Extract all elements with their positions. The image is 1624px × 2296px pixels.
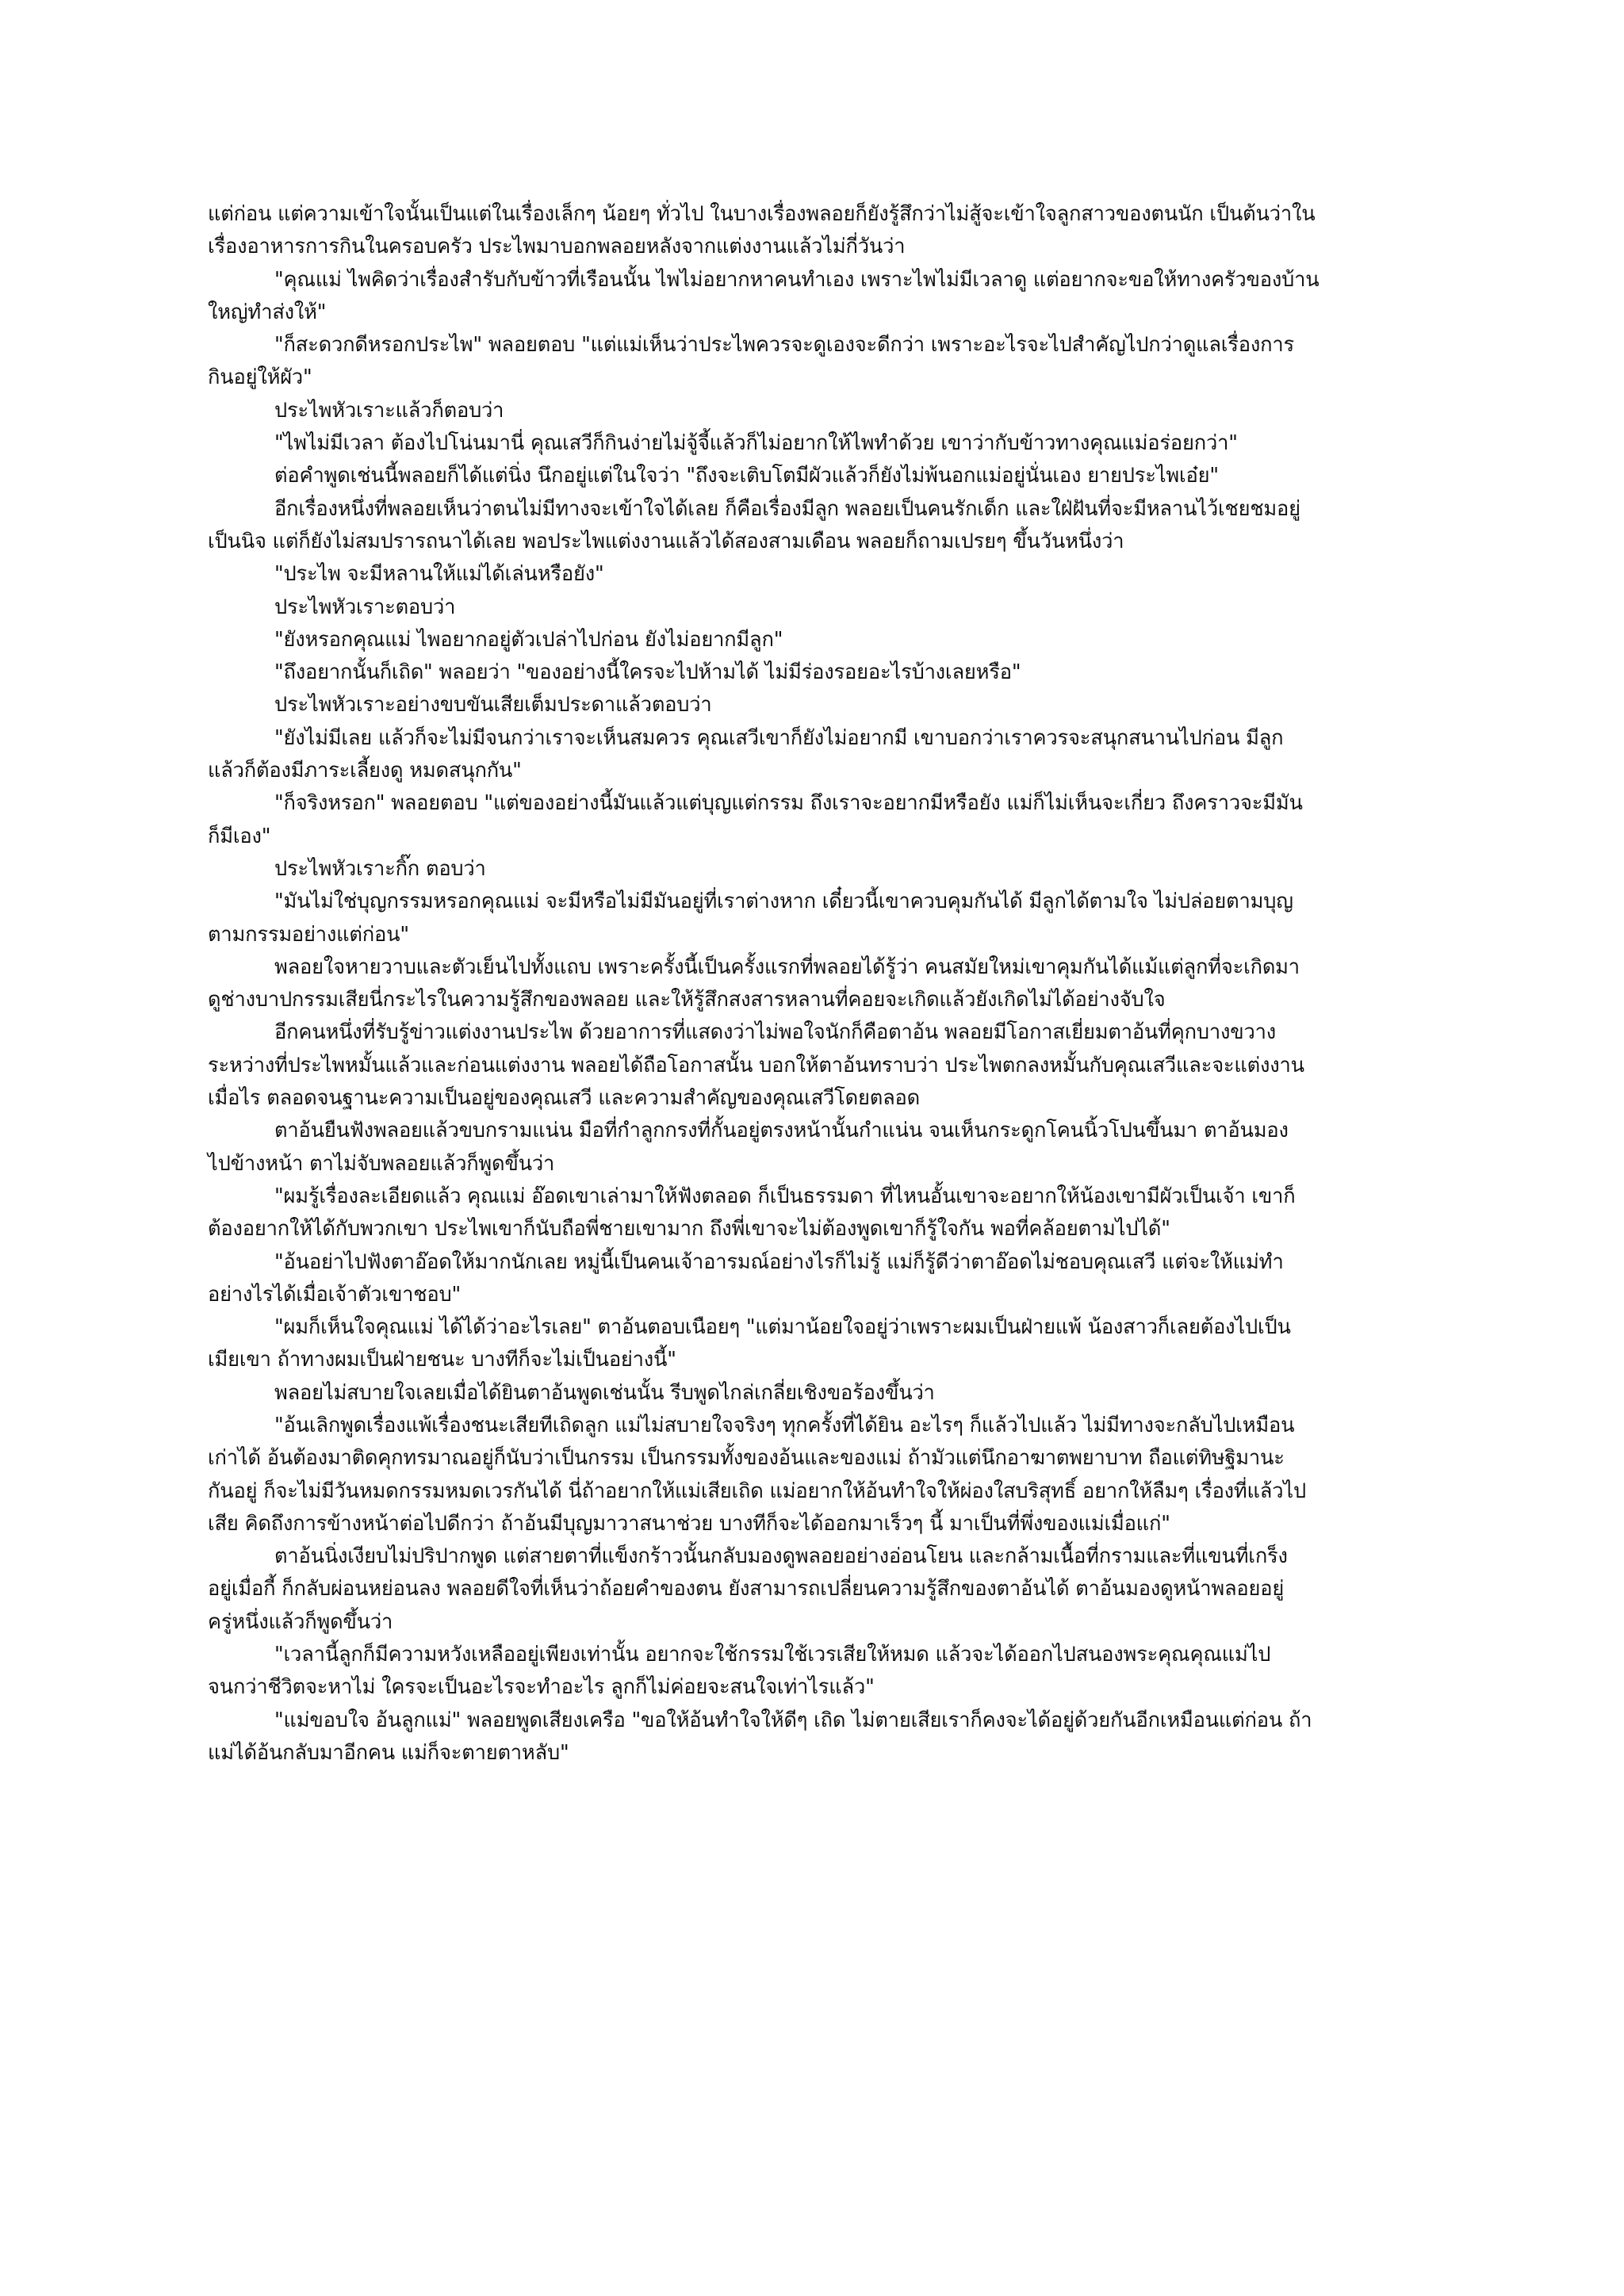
text-line: พลอยใจหายวาบและตัวเย็นไปทั้งแถบ เพราะครั้งนี้เป็นครั้งแรกที่พลอยได้รู้ว่า คนสมัยใหม่เขาคุมกันได้แม้แต่ลูกที่จะเกิดมา (274, 955, 1300, 979)
body-text (208, 198, 1429, 1770)
text-line: ประไพหัวเราะอย่างขบขันเสียเต็มประดาแล้วตอบว่า (274, 693, 712, 718)
text-line: ดูช่างบาปกรรมเสียนี่กระไรในความรู้สึกของพลอย และให้รู้สึกสงสารหลานที่คอยจะเกิดแล้วยังเกิดไม่ได้อย่างจับใจ (208, 988, 1166, 1012)
text-line: แต่ก่อน แต่ความเข้าใจนั้นเป็นแต่ในเรื่องเล็กๆ น้อยๆ ทั่วไป ในบางเรื่องพลอยก็ยังรู้สึกว่าไม่สู้จะเข้าใจลูกสาวของตนนัก เป็นต้นว่าใน (208, 202, 1316, 226)
text-line: ต่อคำพูดเช่นนี้พลอยก็ได้แต่นิ่ง นึกอยู่แต่ในใจว่า "ถึงจะเติบโตมีผัวแล้วก็ยังไม่พ้นอกแม่อยู่นั่นเอง ยายประไพเอ๋ย" (274, 464, 1219, 488)
text-line: เสีย คิดถึงการข้างหน้าต่อไปดีกว่า ถ้าอ้นมีบุญมาวาสนาช่วย บางทีก็จะได้ออกมาเร็วๆ นี้ มาเป็นที่พึ่งของแม่เมื่อแก่" (208, 1511, 1170, 1536)
text-line: "ถึงอยากนั้นก็เถิด" พลอยว่า "ของอย่างนี้ใครจะไปห้ามได้ ไม่มีร่องรอยอะไรบ้างเลยหรือ" (274, 660, 1021, 685)
text-line: "เวลานี้ลูกก็มีความหวังเหลืออยู่เพียงเท่านั้น อยากจะใช้กรรมใช้เวรเสียให้หมด แล้วจะได้ออกไปสนองพระคุณคุณแม่ไป (274, 1643, 1271, 1667)
text-line: ครู่หนึ่งแล้วก็พูดขึ้นว่า (208, 1609, 393, 1634)
text-line: "ประไพ จะมีหลานให้แม่ได้เล่นหรือยัง" (274, 562, 604, 587)
text-line: เมื่อไร ตลอดจนฐานะความเป็นอยู่ของคุณเสวี และความสำคัญของคุณเสวีโดยตลอด (208, 1086, 921, 1111)
text-line: จนกว่าชีวิตจะหาไม่ ใครจะเป็นอะไรจะทำอะไร ลูกก็ไม่ค่อยจะสนใจเท่าไรแล้ว" (208, 1675, 875, 1700)
text-line: ไปข้างหน้า ตาไม่จับพลอยแล้วก็พูดขึ้นว่า (208, 1151, 555, 1176)
text-line: "ก็สะดวกดีหรอกประไพ" พลอยตอบ "แต่แม่เห็นว่าประไพควรจะดูเองจะดีกว่า เพราะอะไรจะไปสำคัญไปกว่าดูแลเรื่องการ (274, 333, 1295, 358)
text-line: ก็มีเอง" (208, 824, 271, 848)
text-line: "คุณแม่ ไพคิดว่าเรื่องสำรับกับข้าวที่เรือนนั้น ไพไม่อยากหาคนทำเอง เพราะไพไม่มีเวลาดู แต่อยากจะขอให้ทางครัวของบ้าน (274, 267, 1320, 292)
text-line: ประไพหัวเราะตอบว่า (274, 595, 456, 619)
text-line: อยู่เมื่อกี้ ก็กลับผ่อนหย่อนลง พลอยดีใจที่เห็นว่าถ้อยคำของตน ยังสามารถเปลี่ยนความรู้สึกของตาอ้นได้ ตาอ้นมองดูหน้าพลอยอยู่ (208, 1577, 1285, 1601)
text-line: ใหญ่ทำส่งให้" (208, 300, 327, 324)
text-line: "ผมรู้เรื่องละเอียดแล้ว คุณแม่ อ๊อดเขาเล่ามาให้ฟังตลอด ก็เป็นธรรมดา ที่ไหนอั้นเขาจะอยากให้น้องเขามีผัวเป็นเจ้า เขาก็ (274, 1184, 1296, 1208)
text-line: "มันไม่ใช่บุญกรรมหรอกคุณแม่ จะมีหรือไม่มีมันอยู่ที่เราต่างหาก เดี๋ยวนี้เขาควบคุมกันได้ มีลูกได้ตามใจ ไม่ปล่อยตามบุญ (274, 890, 1293, 914)
text-line: อีกเรื่องหนึ่งที่พลอยเห็นว่าตนไม่มีทางจะเข้าใจได้เลย ก็คือเรื่องมีลูก พลอยเป็นคนรักเด็ก และใฝ่ฝันที่จะมีหลานไว้เชยชมอยู่ (274, 496, 1300, 521)
text-line: "แม่ขอบใจ อ้นลูกแม่" พลอยพูดเสียงเครือ "ขอให้อ้นทำใจให้ดีๆ เถิด ไม่ตายเสียเราก็คงจะได้อยู่ด้วยกันอีกเหมือนแต่ก่อน ถ้า (274, 1708, 1312, 1732)
text-line: ระหว่างที่ประไพหมั้นแล้วและก่อนแต่งงาน พลอยได้ถือโอกาสนั้น บอกให้ตาอ้นทราบว่า ประไพตกลงหมั้นกับคุณเสวีและจะแต่งงาน (208, 1053, 1304, 1077)
text-line: "ผมก็เห็นใจคุณแม่ ได้ได้ว่าอะไรเลย" ตาอ้นตอบเนือยๆ "แต่มาน้อยใจอยู่ว่าเพราะผมเป็นฝ่ายแพ้ น้องสาวก็เลยต้องไปเป็น (274, 1315, 1291, 1340)
text-line: ตาอ้นนิ่งเงียบไม่ปริปากพูด แต่สายตาที่แข็งกร้าวนั้นกลับมองดูพลอยอย่างอ่อนโยน และกล้ามเนื้อที่กรามและที่แขนที่เกร็ง (274, 1544, 1288, 1569)
text-line: "ยังหรอกคุณแม่ ไพอยากอยู่ตัวเปล่าไปก่อน ยังไม่อยากมีลูก" (274, 627, 783, 652)
text-line: แล้วก็ต้องมีภาระเลี้ยงดู หมดสนุกกัน" (208, 759, 522, 783)
text-line: ตาอ้นยืนฟังพลอยแล้วขบกรามแน่น มือที่กำลูกกรงที่กั้นอยู่ตรงหน้านั้นกำแน่น จนเห็นกระดูกโคนนิ้วโปนขึ้นมา ตาอ้นมอง (274, 1119, 1289, 1143)
text-line: ประไพหัวเราะกิ๊ก ตอบว่า (274, 856, 486, 881)
text-line: ต้องอยากให้ได้กับพวกเขา ประไพเขาก็นับถือพี่ชายเขามาก ถึงพี่เขาจะไม่ต้องพูดเขาก็รู้ใจกัน พอที่คล้อยตามไปได้" (208, 1217, 1170, 1242)
text-line: ตามกรรมอย่างแต่ก่อน" (208, 922, 409, 947)
text-line: "อ้นเลิกพูดเรื่องแพ้เรื่องชนะเสียทีเถิดลูก แม่ไม่สบายใจจริงๆ ทุกครั้งที่ได้ยิน อะไรๆ ก็แล้วไปแล้ว ไม่มีทางจะกลับไปเหมือน (274, 1413, 1295, 1437)
text-line: แม่ได้อ้นกลับมาอีกคน แม่ก็จะตายตาหลับ" (208, 1740, 569, 1765)
text-line: "ไพไม่มีเวลา ต้องไปโน่นมานี่ คุณเสวีก็กินง่ายไม่จู้จี้แล้วก็ไม่อยากให้ไพทำด้วย เขาว่ากับข้าวทางคุณแม่อร่อยกว่า" (274, 431, 1238, 456)
text-line: "ยังไม่มีเลย แล้วก็จะไม่มีจนกว่าเราจะเห็นสมควร คุณเสวีเขาก็ยังไม่อยากมี เขาบอกว่าเราควรจะสนุกสนานไปก่อน มีลูก (274, 725, 1284, 750)
text-line: "อ้นอย่าไปฟังตาอ๊อดให้มากนักเลย หมู่นี้เป็นคนเจ้าอารมณ์อย่างไรก็ไม่รู้ แม่ก็รู้ดีว่าตาอ๊อดไม่ชอบคุณเสวี แต่จะให้แม่ทำ (274, 1249, 1284, 1274)
text-line: "ก็จริงหรอก" พลอยตอบ "แต่ของอย่างนี้มันแล้วแต่บุญแต่กรรม ถึงเราจะอยากมีหรือยัง แม่ก็ไม่เห็นจะเกี่ยว ถึงคราวจะมีมัน (274, 791, 1303, 816)
text-line: อย่างไรได้เมื่อเจ้าตัวเขาชอบ" (208, 1282, 462, 1307)
text-line: เมียเขา ถ้าทางผมเป็นฝ่ายชนะ บางทีก็จะไม่เป็นอย่างนี้" (208, 1348, 676, 1372)
text-line: ประไพหัวเราะแล้วก็ตอบว่า (274, 398, 504, 423)
text-line: กินอยู่ให้ผัว" (208, 365, 312, 390)
text-line: กันอยู่ ก็จะไม่มีวันหมดกรรมหมดเวรกันได้ นี่ถ้าอยากให้แม่เสียเถิด แม่อยากให้อ้นทำใจให้ผ่องใสบริสุทธิ์ อยากให้ลืมๆ เรื่องที่แล้วไป (208, 1479, 1306, 1503)
text-line: เป็นนิจ แต่ก็ยังไม่สมปรารถนาได้เลย พอประไพแต่งงานแล้วได้สองสามเดือน พลอยก็ถามเปรยๆ ขึ้นวันหนึ่งว่า (208, 529, 1124, 553)
text-line: เก่าได้ อ้นต้องมาติดคุกทรมาณอยู่ก็นับว่าเป็นกรรม เป็นกรรมทั้งของอ้นและของแม่ ถ้ามัวแต่นึกอาฆาตพยาบาท ถือแต่ทิษฐิมานะ (208, 1446, 1285, 1471)
text-line: อีกคนหนึ่งที่รับรู้ข่าวแต่งงานประไพ ด้วยอาการที่แสดงว่าไม่พอใจนักก็คือตาอ้น พลอยมีโอกาสเยี่ยมตาอ้นที่คุกบางขวาง (274, 1020, 1276, 1045)
text-line: เรื่องอาหารการกินในครอบครัว ประไพมาบอกพลอยหลังจากแต่งงานแล้วไม่กี่วันว่า (208, 235, 906, 259)
text-line: พลอยไม่สบายใจเลยเมื่อได้ยินตาอ้นพูดเช่นนั้น รีบพูดไกล่เกลี่ยเชิงขอร้องขึ้นว่า (274, 1380, 935, 1405)
